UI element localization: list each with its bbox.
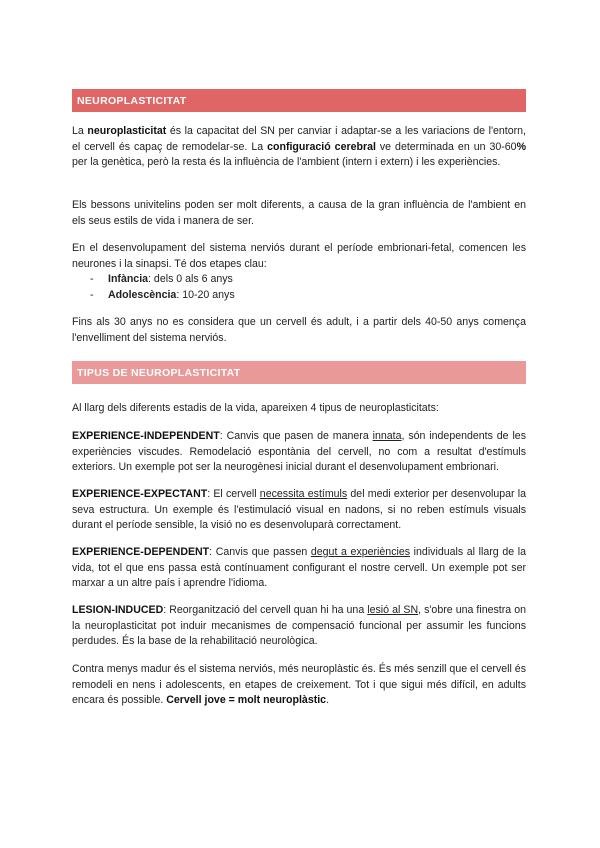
text-run: .: [326, 694, 330, 707]
stage-range: : 10-20 anys: [176, 288, 235, 301]
text-run: : El cervell: [207, 488, 260, 500]
stages-list: [72, 272, 526, 303]
paragraph-experience-expectant: [72, 487, 526, 534]
stage-name: Infància: [108, 273, 149, 285]
bold-percent: %: [516, 140, 526, 153]
paragraph-types-intro: Al llarg dels diferents estadis de la vida, apareixen 4 tipus de neuroplasticitats:: [72, 402, 439, 414]
text-run: , són independents de les experiències viscudes. Remodelació espontània del cervell, no com a resultat d'estímuls exteriors. Un exemple pot ser la neurogènesi inicial durant el desenvolupament embrionari.: [72, 430, 526, 474]
section-heading-text: TIPUS DE NEUROPLASTICITAT: [77, 366, 241, 379]
text-run: : Canvis que passen: [209, 546, 311, 558]
section-heading-tipus: [72, 361, 526, 384]
paragraph-lesion-induced: [72, 603, 526, 650]
text-run: és la capacitat del SN per canviar i adaptar-se a les variacions de l'entorn, el cervell és capaç de remodelar-se. La: [72, 125, 527, 153]
type-term: EXPERIENCE-DEPENDENT: [72, 546, 210, 558]
text-run: : Canvis que pasen de manera: [219, 430, 373, 442]
stage-name: Adolescència: [108, 288, 177, 301]
list-dash: -: [90, 273, 94, 285]
text-run: , s'obre una finestra on la neuroplasticitat pot induir mecanismes de compensació funcional per assumir les funcions perdudes. És la base de la rehabilitació neurològica.: [72, 604, 526, 648]
bold-conclusion: Cervell jove = molt neuroplàstic: [166, 694, 327, 707]
list-dash: -: [90, 288, 94, 301]
stage-range: : dels 0 als 6 anys: [148, 273, 233, 285]
bold-term-configuracio: configuració cerebral: [267, 140, 376, 153]
underlined-phrase: lesió al SN: [367, 604, 419, 616]
underlined-phrase: innata: [372, 430, 402, 442]
paragraph-definition: [72, 124, 526, 171]
underlined-phrase: degut a experiències: [310, 546, 411, 558]
paragraph-experience-independent: [72, 429, 526, 476]
paragraph-experience-dependent: [72, 545, 526, 592]
paragraph-adult-age: Fins als 30 anys no es considera que un cervell és adult, i a partir dels 40-50 anys comença l'envelliment del sistema nerviós.: [72, 316, 526, 344]
text-run: ve determinada en un 30-60: [375, 140, 517, 153]
underlined-phrase: necessita estímuls: [259, 488, 348, 500]
type-term: EXPERIENCE-INDEPENDENT: [72, 430, 220, 442]
section-heading-text: NEUROPLASTICITAT: [77, 94, 187, 107]
text-run: del medi exterior per desenvolupar la seva estructura. Un exemple és l'estimulació visual en nadons, si no reben estímuls visuals durant el període sensible, la visió no es desenvoluparà correctament.: [72, 488, 527, 532]
text-run: Contra menys madur és el sistema nerviós, més neuroplàstic és. És més senzill que el cervell és remodeli en nens i adolescents, en etapes de creixement. Tot i que sigui més difícil, en adults encara és possible.: [72, 663, 526, 707]
type-term: LESION-INDUCED: [72, 604, 164, 616]
list-item: [72, 272, 526, 288]
text-run: per la genètica, però la resta és la influència de l'ambient (intern i extern) i les experiències.: [72, 156, 501, 169]
type-term: EXPERIENCE-EXPECTANT: [72, 488, 208, 500]
paragraph-development: En el desenvolupament del sistema nerviós durant el període embrionari-fetal, comencen les neurones i la sinapsi. Té dos etapes clau:: [72, 242, 526, 270]
text-run: individuals al llarg de la vida, tot el que ens passa està contínuament configurant el nostre cervell. Un exemple pot ser marxar a un altre país i aprendre l'idioma.: [72, 546, 527, 590]
paragraph-conclusion: [72, 662, 526, 709]
section-heading-neuroplasticitat: [72, 89, 526, 112]
paragraph-twins: Els bessons univitelins poden ser molt diferents, a causa de la gran influència de l'ambient en els seus estils de vida i manera de ser.: [72, 199, 526, 227]
text-run: : Reorganització del cervell quan hi ha una: [163, 604, 368, 616]
bold-term-neuroplasticitat: neuroplasticitat: [87, 125, 167, 137]
list-item: [72, 288, 526, 304]
text-run: La: [72, 125, 88, 137]
